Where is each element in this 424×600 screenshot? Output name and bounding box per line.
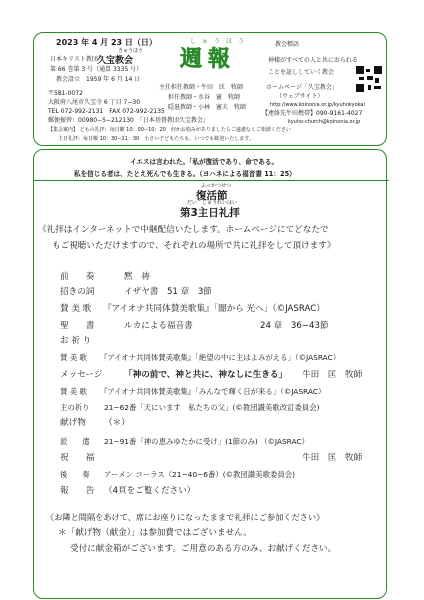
shuho-ruby: しゅうほう [190, 38, 251, 45]
homepage-sub: （ウェブサイト） [276, 93, 324, 100]
order-item-detail: 黙 祷 [124, 272, 150, 282]
benediction-minister: 牛田 匡 牧師 [302, 453, 363, 463]
order-item-detail: ルカによる福音書 [124, 321, 193, 331]
motto-title: 教会標語 [275, 41, 300, 48]
order-item-label: 招きの詞 [60, 287, 95, 297]
bulletin-date: 2023 年 4 月 23 日（日） [56, 38, 157, 47]
contact-email[interactable]: kyuho-church@koinonia.or.jp [288, 119, 361, 125]
order-item-label: 派 遣 [60, 437, 90, 446]
note-offering-box: 受付に献金箱がございます。ご用意のある方のみ、お献げください。 [70, 544, 337, 554]
founded-date: 教会設立 1959 年 6 月 14 日 [56, 76, 141, 83]
note-offering: ＊「献げ物（献金）」は参加費ではございません。 [58, 528, 252, 538]
order-item-label: お 祈 り [60, 336, 92, 346]
order-item-detail: 『アイオナ共同体賛美歌集』「絶望の中に主はよみがえる」（©JASRAC） [100, 353, 341, 362]
order-item-detail: 『アイオナ共同体賛美歌集』「闇から 光へ」（©JASRAC） [103, 304, 325, 314]
note-seating: 《お隣と間隔をあけて、席にお座りになったままで礼拝にご参加ください》 [46, 512, 325, 522]
title-ruby-2: だい しゅうれいはい [187, 200, 238, 206]
order-item-label: 後 奏 [60, 470, 90, 479]
sermon-preacher: 牛田 匡 牧師 [302, 370, 363, 380]
intro-line-1: 《礼拝はインターネットで中継配信いたします。ホームページにてどなたで [38, 225, 329, 235]
sermon-title: 「神の前で、神と共に、神なしに生きる」 [124, 370, 288, 380]
motto-line-1: 神様がすべての人と共におられる [268, 57, 358, 64]
verse-line-2: 私を信じる者は、たとえ死んでも生きる。（ヨハネによる福音書 11：25） [74, 170, 296, 178]
order-item-label: 祝 福 [60, 453, 95, 463]
order-item-detail: （4頁をご覧ください） [104, 486, 196, 496]
issue-number: 第 66 巻第 3 号（通算 3335 号） [50, 66, 143, 73]
verse-line-1: イエスは言われた。「私が復活であり、命である。 [130, 158, 279, 166]
order-item-detail: （＊） [104, 418, 130, 428]
order-item-detail: 『アイオナ共同体賛美歌集』「みんなで輝く日が来る」（©JASRAC） [100, 387, 326, 396]
order-item-detail: 21−62番「天にいます 私たちの父」(©教団讃美歌改訂委員会) [104, 403, 320, 412]
order-item-label: 前 奏 [60, 272, 95, 282]
postal-code: 〒581-0072 [48, 90, 83, 97]
liturgical-season: 復活節 [196, 190, 228, 202]
staff-retired: 隠退教師・小林 憲夫 牧師 [168, 104, 247, 111]
order-item-label: 聖 書 [60, 321, 95, 331]
order-item-detail: アーメン コーラス（21−40−6番）(©教団讃美歌委員会) [104, 470, 296, 479]
service-title: 第3主日礼拝 [180, 207, 240, 219]
tel-fax: TEL 072-992-2131 FAX 072-992-2135 [48, 108, 165, 115]
title-ruby-1: ふっかつせつ [201, 183, 232, 189]
meeting-info-2: 主日礼拝：毎日曜 10：30−11：30 小さい子どもたちも、いつでも歓迎いたします。 [58, 136, 254, 142]
church-name-ruby: きゅうほう [118, 48, 144, 54]
staff-associate: 担任教師・水谷 憲 牧師 [168, 94, 241, 101]
verse-divider [33, 180, 389, 181]
shuho-logo: 週報 [180, 47, 237, 72]
order-item-label: 主の祈り [60, 403, 90, 412]
order-item-label: 報 告 [60, 486, 95, 496]
order-item-label: 献げ物 [60, 418, 86, 428]
motto-line-2: ことを証ししていく教会 [268, 69, 335, 76]
order-item-label: メッセージ [60, 370, 103, 380]
homepage-label: ホームページ「久宝教会」 [266, 84, 338, 91]
contact-phone: 【連絡先牛田携帯】090-9161-4027 [262, 110, 363, 117]
church-address: 大阪府八尾市久宝寺 6 丁目 7−30 [48, 99, 141, 106]
staff-pastor: 主任担任教師・牛田 匡 牧師 [159, 84, 244, 91]
order-item-label: 賛 美 歌 [60, 304, 92, 314]
postal-account: 郵便振替：00980−5−212130 「日本基督教団久宝教会」 [48, 117, 209, 124]
order-item-extra: 24 章 36−43節 [260, 321, 329, 331]
qr-code [356, 66, 382, 92]
denomination-label: 日本キリスト教団 [50, 56, 98, 63]
order-item-detail: イザヤ書 51 章 3節 [124, 287, 212, 297]
church-name: 久宝教会 [97, 56, 134, 66]
order-item-label: 賛 美 歌 [60, 353, 87, 362]
meeting-info-1: 【集会案内】 どもの礼拝：毎日曜 10：00−10：20 何かお悩みがありましたらご遠慮なくご相談ください [48, 127, 291, 133]
order-item-label: 賛 美 歌 [60, 387, 87, 396]
homepage-url[interactable]: http://www.koinonia.or.jp/kyuhokyokai [270, 102, 365, 108]
intro-line-2: もご視聴いただけますので、それぞれの場所で共に礼拝をして頂けます》 [52, 241, 336, 251]
order-item-detail: 21−91番「神の恵みゆたかに受け」(1節のみ) （©JASRAC） [104, 437, 309, 446]
